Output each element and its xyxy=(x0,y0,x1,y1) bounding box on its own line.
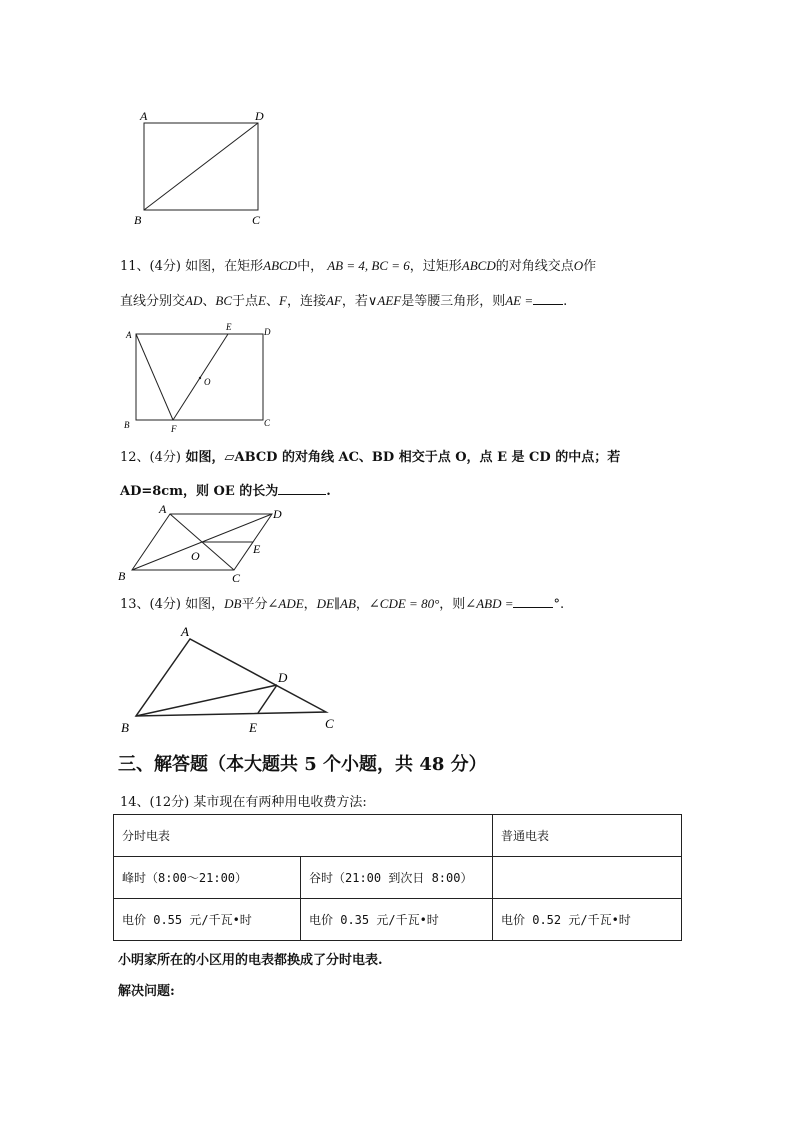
q11-text: 于点 xyxy=(232,294,259,309)
label-b: B xyxy=(124,420,130,430)
section-title: 三、解答题（本大题共 5 个小题，共 48 分） xyxy=(118,754,487,775)
q12-text: . xyxy=(326,484,331,499)
q13-math: DB xyxy=(224,596,242,611)
q11-text: 作 xyxy=(583,259,597,274)
q11-math: BC xyxy=(215,293,232,308)
table-cell xyxy=(493,857,682,899)
label-o: O xyxy=(191,549,200,563)
label-c: C xyxy=(252,213,261,227)
point-o xyxy=(199,377,201,379)
q11-text: 如图，在矩形 xyxy=(185,259,264,274)
q13-text: 平分 xyxy=(241,597,268,612)
label-c: C xyxy=(232,571,241,585)
q13-math: ∠ADE xyxy=(267,596,304,611)
q13-line xyxy=(120,593,564,612)
q12-number: 12、(4分) xyxy=(120,450,181,465)
label-b: B xyxy=(118,569,126,583)
figure-rectangle-abcd xyxy=(130,105,280,230)
q13-text: 如图， xyxy=(185,597,225,612)
figure-triangle xyxy=(115,620,345,740)
q11-text: ，连接 xyxy=(286,294,326,309)
q11-math: ABCD xyxy=(263,258,298,273)
table-cell: 分时电表 xyxy=(114,815,493,857)
label-a: A xyxy=(181,624,189,639)
q11-text: ，若 xyxy=(341,294,368,309)
diagonal-bd xyxy=(144,123,258,210)
segment-bd xyxy=(136,685,277,716)
label-f: F xyxy=(171,424,177,434)
figure-q11 xyxy=(118,322,283,437)
q13-text: ，则 xyxy=(439,597,466,612)
label-d: D xyxy=(264,327,271,337)
q14-intro: 14、(12分) 某市现在有两种用电收费方法: xyxy=(120,795,367,810)
label-d: D xyxy=(278,670,288,685)
q13-math: ∠CDE = 80° xyxy=(368,596,440,611)
q13-number: 13、(4分) xyxy=(120,597,181,612)
q11-math: E xyxy=(258,293,266,308)
q11-text: 是等腰三角形，则 xyxy=(401,294,506,309)
q13-text: ， xyxy=(303,597,317,612)
triangle-abc xyxy=(136,639,326,716)
answer-blank xyxy=(533,292,563,305)
q11-text: ，过矩形 xyxy=(409,259,462,274)
q12-text: 如图，▱ABCD 的对角线 AC、BD 相交于点 O，点 E 是 CD 的中点；若 xyxy=(185,450,621,465)
segment-af xyxy=(136,334,173,420)
table-cell: 电价 0.35 元/千瓦•时 xyxy=(301,899,493,941)
q11-math: AF xyxy=(325,293,342,308)
q11-math: AD xyxy=(185,293,203,308)
q11-math: ∨AEF xyxy=(367,293,402,308)
label-a: A xyxy=(140,109,148,123)
q11-line2 xyxy=(120,290,567,309)
q13-math: ∠ABD = xyxy=(465,596,514,611)
q12-line2 xyxy=(120,480,331,499)
q11-text: 、 xyxy=(202,294,216,309)
q11-number: 11、(4分) xyxy=(120,259,181,274)
q11-text: 中， xyxy=(297,259,324,274)
table-row xyxy=(114,815,682,857)
label-e: E xyxy=(253,542,261,556)
q14-after1: 小明家所在的小区用的电表都换成了分时电表. xyxy=(118,953,383,968)
label-a: A xyxy=(159,502,167,516)
figure-parallelogram xyxy=(115,500,295,585)
label-e: E xyxy=(249,720,257,735)
table-cell: 谷时（21:00 到次日 8:00） xyxy=(301,857,493,899)
table-cell: 普通电表 xyxy=(493,815,682,857)
answer-blank xyxy=(278,482,326,495)
q11-math: O xyxy=(573,258,584,273)
electricity-table xyxy=(113,814,682,941)
table-cell: 电价 0.55 元/千瓦•时 xyxy=(114,899,301,941)
q11-math: AE = xyxy=(505,293,534,308)
q11-text: 的对角线交点 xyxy=(495,259,574,274)
q13-math: DE∥AB xyxy=(316,596,356,611)
q11-text: 直线分别交 xyxy=(120,294,186,309)
table-cell: 电价 0.52 元/千瓦•时 xyxy=(493,899,682,941)
label-a: A xyxy=(126,330,132,340)
table-cell: 峰时（8:00～21:00） xyxy=(114,857,301,899)
label-b: B xyxy=(121,720,129,735)
q13-text: ， xyxy=(355,597,369,612)
label-o: O xyxy=(204,377,211,387)
q11-math: AB = 4, BC = 6 xyxy=(327,258,410,273)
q14-after2: 解决问题: xyxy=(118,984,175,999)
answer-blank xyxy=(513,595,553,608)
label-c: C xyxy=(325,716,334,731)
q11-math: ABCD xyxy=(461,258,496,273)
table-row xyxy=(114,899,682,941)
label-c: C xyxy=(264,418,271,428)
q12-line1 xyxy=(120,446,620,465)
q11-text: . xyxy=(563,294,568,309)
q11-text: 、 xyxy=(265,294,279,309)
table-row xyxy=(114,857,682,899)
label-b: B xyxy=(134,213,142,227)
label-e: E xyxy=(226,322,232,332)
label-d: D xyxy=(255,109,264,123)
q13-text: °. xyxy=(553,597,565,612)
label-d: D xyxy=(273,507,282,521)
q11-math: F xyxy=(278,293,287,308)
q12-text: AD=8cm，则 OE 的长为 xyxy=(120,484,279,499)
q11-line1 xyxy=(120,255,596,274)
